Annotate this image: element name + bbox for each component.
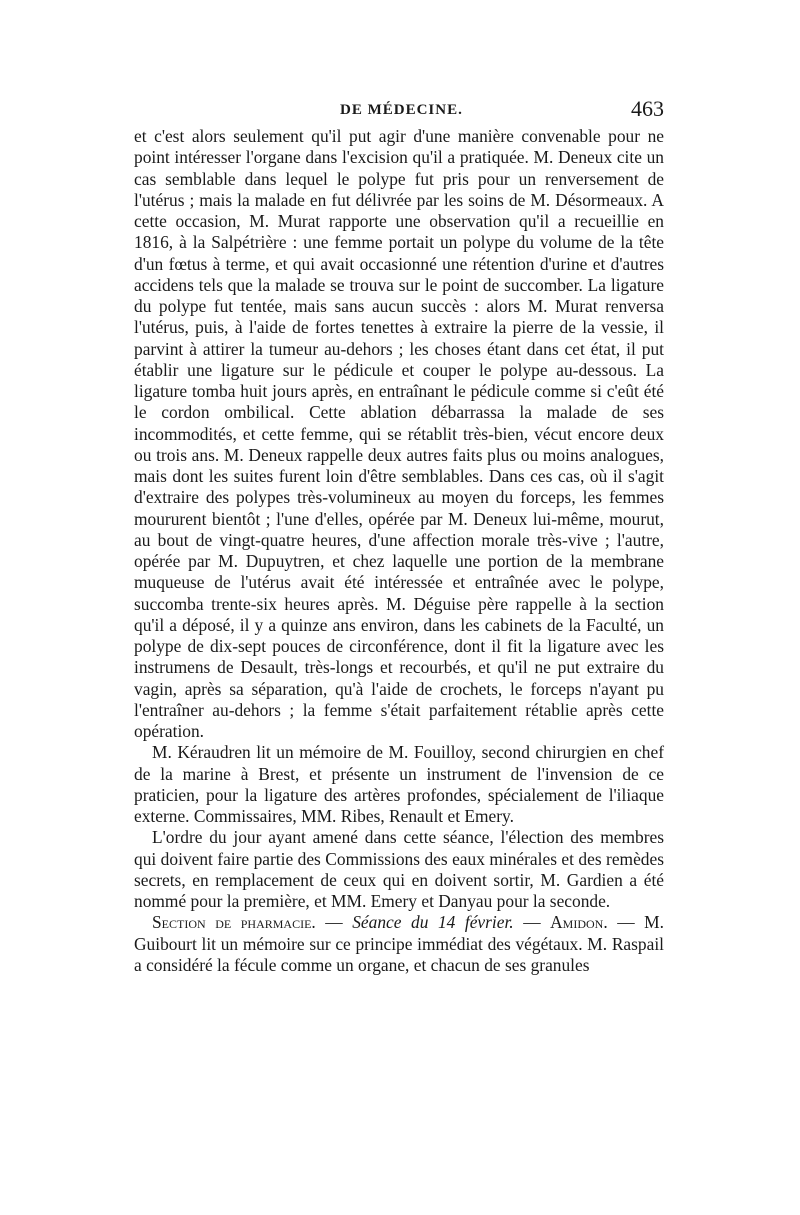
body-text <box>134 126 664 976</box>
paragraph-continuation: et c'est alors seulement qu'il put agir d'une manière convenable pour ne point intéresser l'organe dans l'excision qu'il a pratiquée. M. Deneux cite un cas semblable dans lequel le polype fut pris pour un renversement de l'utérus ; mais la malade en fut délivrée par les soins de M. Désormeaux. A cette occasion, M. Murat rapporte une observation qu'il a recueillie en 1816, à la Salpétrière : une femme portait un polype du volume de la tête d'un fœtus à terme, et qui avait occasionné une rétention d'urine et d'autres accidens tels que la malade se trouva sur le point de succomber. La ligature du polype fut tentée, mais sans aucun succès : alors M. Murat renversa l'utérus, puis, à l'aide de fortes tenettes à extraire la pierre de la vessie, il parvint à attirer la tumeur au-dehors ; les choses étant dans cet état, il put établir une ligature sur le pédicule et couper le polype au-dessous. La ligature tomba huit jours après, en entraînant le pédicule comme si c'eût été le cordon ombilical. Cette ablation débarrassa la malade de ses incommodités, et cette femme, qui se rétablit très-bien, vécut encore deux ou trois ans. M. Deneux rappelle deux autres faits plus ou moins analogues, mais dont les suites furent loin d'être semblables. Dans ces cas, où il s'agit d'extraire des polypes très-volumineux au moyen du forceps, les femmes moururent bientôt ; l'une d'elles, opérée par M. Deneux lui-même, mourut, au bout de vingt-quatre heures, d'une affection morale très-vive ; l'autre, opérée par M. Dupuytren, et chez laquelle une portion de la membrane muqueuse de l'utérus avait été intéressée et entraînée avec le polype, succomba trente-six heures après. M. Déguise père rappelle à la section qu'il a déposé, il y a quinze ans environ, dans les cabinets de la Faculté, un polype de dix-sept pouces de circonférence, dont il fit la ligature avec les instrumens de Desault, très-longs et recourbés, et qu'il ne put extraire du vagin, après sa séparation, qu'à l'aide de crochets, le forceps n'ayant pu l'entraîner au-dehors ; la femme s'était parfaitement rétablie après cette opération. <box>134 126 664 741</box>
section-heading: Section de pharmacie. <box>152 912 316 933</box>
book-page <box>134 96 664 976</box>
running-title: DE MÉDECINE. <box>340 102 463 118</box>
dash-separator: — <box>315 912 353 933</box>
page-number: 463 <box>631 96 664 121</box>
topic-heading: Amidon. <box>550 912 608 933</box>
paragraph-keraudren: M. Kéraudren lit un mémoire de M. Fouilloy, second chirurgien en chef de la marine à Brest, et présente un instrument de l'invension de ce praticien, pour la ligature des artères profondes, spécialement de l'iliaque externe. Commissaires, MM. Ribes, Renault et Emery. <box>134 742 664 826</box>
dash-separator: — <box>513 912 551 933</box>
paragraph-election: L'ordre du jour ayant amené dans cette séance, l'élection des membres qui doivent faire partie des Commissions des eaux minérales et des remèdes secrets, en remplacement de ceux qui en doivent sortir, M. Gardien a été nommé pour la première, et MM. Emery et Danyau pour la seconde. <box>134 827 664 911</box>
running-head <box>134 96 664 126</box>
paragraph-pharmacie <box>134 912 664 976</box>
paragraph-text: — M. Guibourt lit un mémoire sur ce principe immédiat des végétaux. M. Raspail a considéré la fécule comme un organe, et chacun de ses granules <box>134 912 664 975</box>
session-date: Séance du 14 février. <box>352 912 514 933</box>
